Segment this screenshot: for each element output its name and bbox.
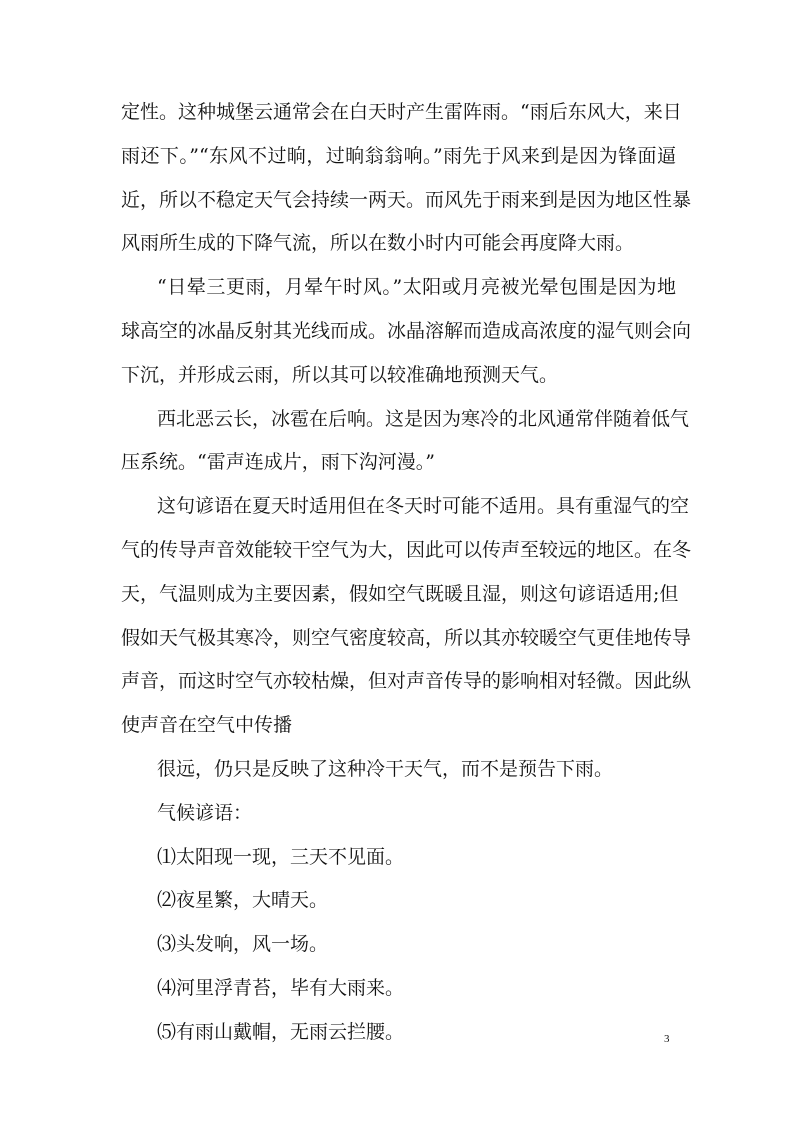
text-line: 天，气温则成为主要因素，假如空气既暖且湿，则这句谚语适用;但 [121,582,679,605]
text-line: 声音，而这时空气亦较枯燥，但对声音传导的影响相对轻微。因此纵 [121,670,692,693]
text-line: 气的传导声音效能较干空气为大，因此可以传声至较远的地区。在冬 [121,538,692,561]
text-line: “日晕三更雨，月晕午时风。”太阳或月亮被光晕包围是因为地 [157,276,676,299]
text-line: 气候谚语： [157,801,253,824]
text-line: 下沉，并形成云雨，所以其可以较准确地预测天气。 [121,363,559,386]
text-line: 很远，仍只是反映了这种冷干天气，而不是预告下雨。 [157,757,614,780]
list-item: ⑷河里浮青苔，毕有大雨来。 [157,976,405,999]
list-item: ⑵夜星繁，大晴天。 [157,889,329,912]
page-number: 3 [664,1033,670,1045]
list-item: ⑸有雨山戴帽，无雨云拦腰。 [157,1020,405,1043]
text-line: 这句谚语在夏天时适用但在冬天时可能不适用。具有重湿气的空 [157,495,690,518]
text-line: 球高空的冰晶反射其光线而成。冰晶溶解而造成高浓度的湿气则会向 [121,319,692,342]
list-item: ⑴太阳现一现，三天不见面。 [157,845,405,868]
text-line: 西北恶云长，冰雹在后响。这是因为寒冷的北风通常伴随着低气 [157,407,690,430]
text-line: 假如天气极其寒冷，则空气密度较高，所以其亦较暖空气更佳地传导 [121,626,692,649]
text-line: 使声音在空气中传播 [121,714,293,737]
text-line: 近，所以不稳定天气会持续一两天。而风先于雨来到是因为地区性暴 [121,188,692,211]
text-line: 雨还下。”“东风不过晌，过晌翁翁响。”雨先于风来到是因为锋面逼 [121,144,676,167]
list-item: ⑶头发响，风一场。 [157,933,329,956]
text-line: 风雨所生成的下降气流，所以在数小时内可能会再度降大雨。 [121,232,635,255]
text-line: 压系统。“雷声连成片，雨下沟河漫。” [121,451,435,474]
document-body [121,100,692,1064]
text-line: 定性。这种城堡云通常会在白天时产生雷阵雨。“雨后东风大，来日 [121,101,682,123]
